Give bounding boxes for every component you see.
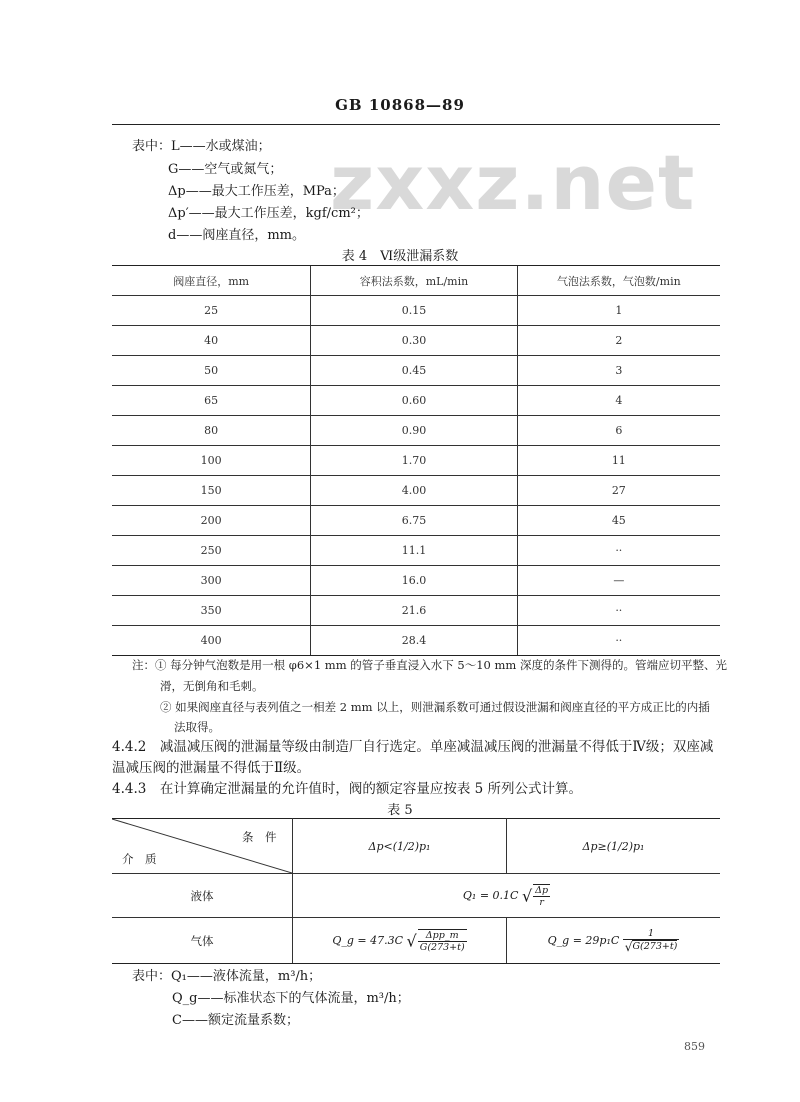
table4-header-cell: 容积法系数，mL/min (311, 266, 517, 296)
para-4-4-2-line-1: 4.4.2 减温减压阀的泄漏量等级由制造厂自行选定。单座减温减压阀的泄漏量不得低于Ⅳ级；双座减 (112, 739, 714, 755)
table4-row (112, 536, 720, 566)
gas-formula-1 (332, 929, 466, 953)
condition-1-header: Δp<(1/2)p₁ (293, 819, 507, 874)
table5-liquid-row (112, 874, 720, 918)
liquid-formula-cell (293, 874, 721, 918)
table4-cell: 350 (112, 596, 311, 626)
gas-formula-1-lhs: Q_g = 47.3C (332, 933, 404, 947)
table4-cell: 11.1 (311, 536, 517, 566)
table4-cell: 4 (517, 386, 720, 416)
legend-bottom-c: C——额定流量系数； (172, 1013, 299, 1028)
table4-cell: 1.70 (311, 446, 517, 476)
table4-cell: 40 (112, 326, 311, 356)
gas-formula-1-denominator: G(273+t) (419, 941, 465, 953)
table4-cell: 300 (112, 566, 311, 596)
table4-cell: 2 (517, 326, 720, 356)
condition-2-header: Δp≥(1/2)p₁ (507, 819, 720, 874)
legend-line-dp-prime: Δp′——最大工作压差，kgf/cm²； (168, 206, 369, 221)
corner-medium-label: 介 质 (122, 852, 157, 866)
legend-line-l: 表中：L——水或煤油； (132, 139, 271, 154)
table4-row (112, 356, 720, 386)
table4-cell: ·· (517, 596, 720, 626)
watermark: zxxz.net (330, 138, 696, 227)
table4-cell: 45 (517, 506, 720, 536)
legend-line-g: G——空气或氮气； (168, 162, 283, 177)
table4-cell: 100 (112, 446, 311, 476)
legend-bottom-q1: 表中：Q₁——液体流量，m³/h； (132, 969, 322, 984)
page-number: 859 (684, 1040, 705, 1053)
table4-row (112, 326, 720, 356)
corner-condition-label: 条 件 (242, 830, 277, 844)
gas-formula-2-numerator: 1 (623, 928, 680, 940)
table4-cell: 0.15 (311, 296, 517, 326)
table4-row (112, 296, 720, 326)
table4-cell: ·· (517, 536, 720, 566)
liquid-formula-lhs: Q₁ = 0.1C (462, 888, 519, 902)
table4-cell: 25 (112, 296, 311, 326)
table4-caption: 表 4 Ⅵ级泄漏系数 (341, 249, 459, 264)
legend-line-dp: Δp——最大工作压差，MPa； (168, 184, 345, 199)
table4-cell: 50 (112, 356, 311, 386)
gas-formula-2 (547, 927, 680, 954)
table5-corner-cell (112, 819, 293, 874)
sqrt-symbol: √ (406, 931, 417, 950)
table5-caption: 表 5 (387, 803, 413, 818)
table4-row (112, 446, 720, 476)
table4-cell: 27 (517, 476, 720, 506)
legend-bottom-qg: Q_g——标准状态下的气体流量，m³/h； (172, 991, 410, 1006)
table4-cell: 0.30 (311, 326, 517, 356)
table4-header-cell: 阀座直径，mm (112, 266, 311, 296)
liquid-formula (462, 884, 550, 908)
table4-header-row (112, 266, 720, 296)
table4-cell: 65 (112, 386, 311, 416)
header-rule (112, 124, 720, 125)
table4-row (112, 416, 720, 446)
document-header: GB 10868—89 (335, 96, 465, 114)
table4-cell: 150 (112, 476, 311, 506)
note-1-line-1: 注：① 每分钟气泡数是用一根 φ6×1 mm 的管子垂直浸入水下 5～10 mm 深度的条件下测得的。管端应切平整、光 (132, 658, 727, 672)
legend-line-d: d——阀座直径，mm。 (168, 228, 305, 243)
gas-formula-2-denominator: G(273+t) (632, 941, 678, 952)
table4-cell: 1 (517, 296, 720, 326)
table4-row (112, 476, 720, 506)
table4-cell: — (517, 566, 720, 596)
table4-cell: 6.75 (311, 506, 517, 536)
table4-cell: ·· (517, 626, 720, 656)
table5-header-row (112, 819, 720, 874)
para-4-4-2-line-2: 温减压阀的泄漏量不得低于Ⅱ级。 (112, 760, 311, 776)
medium-liquid-label: 液体 (112, 874, 293, 918)
gas-formula-2-lhs: Q_g = 29p₁C (547, 933, 620, 947)
table4-row (112, 596, 720, 626)
liquid-formula-numerator: Δp (535, 884, 549, 896)
table4-cell: 0.45 (311, 356, 517, 386)
note-2-line-2: 法取得。 (174, 720, 220, 734)
gas-formula-2-cell (507, 918, 720, 964)
table4-cell: 16.0 (311, 566, 517, 596)
table5 (112, 818, 720, 964)
table4 (112, 265, 720, 656)
table4-cell: 250 (112, 536, 311, 566)
sqrt-symbol: √ (521, 886, 533, 905)
table4-row (112, 506, 720, 536)
table4-row (112, 386, 720, 416)
sqrt-symbol: √ (624, 939, 633, 954)
liquid-formula-denominator: r (539, 896, 544, 908)
table4-row (112, 626, 720, 656)
table4-cell: 0.90 (311, 416, 517, 446)
table4-cell: 0.60 (311, 386, 517, 416)
table4-cell: 200 (112, 506, 311, 536)
medium-gas-label: 气体 (112, 918, 293, 964)
gas-formula-1-cell (293, 918, 507, 964)
table4-cell: 28.4 (311, 626, 517, 656)
table4-cell: 400 (112, 626, 311, 656)
note-2-line-1: ② 如果阀座直径与表列值之一相差 2 mm 以上，则泄漏系数可通过假设泄漏和阀座直径的平方成正比的内插 (160, 700, 710, 714)
gas-formula-1-numerator: Δpp_m (418, 930, 467, 942)
note-1-line-2: 滑，无倒角和毛刺。 (160, 679, 264, 693)
table4-cell: 11 (517, 446, 720, 476)
table4-cell: 4.00 (311, 476, 517, 506)
table4-cell: 3 (517, 356, 720, 386)
table5-gas-row (112, 918, 720, 964)
table4-row (112, 566, 720, 596)
para-4-4-3: 4.4.3 在计算确定泄漏量的允许值时，阀的额定容量应按表 5 所列公式计算。 (112, 781, 583, 797)
table4-cell: 21.6 (311, 596, 517, 626)
table4-cell: 6 (517, 416, 720, 446)
table4-cell: 80 (112, 416, 311, 446)
table4-header-cell: 气泡法系数，气泡数/min (517, 266, 720, 296)
